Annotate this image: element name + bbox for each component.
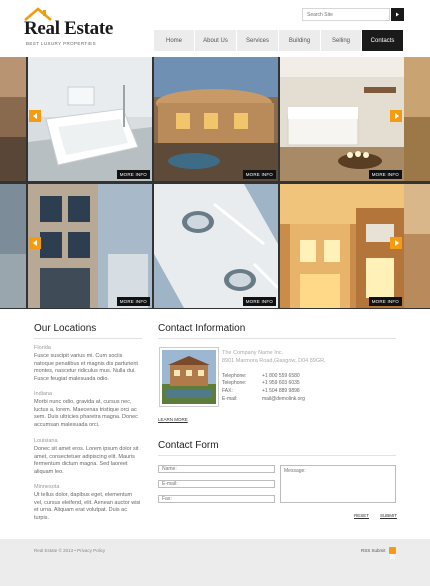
location-text: Ut tellus dolor, dapibus eget, elementum vel, cursus eleifend, elit. Aenean auctor wisi et urna. Aliquam erat volutpat. Duis ac turpis. xyxy=(34,492,141,521)
message-field[interactable] xyxy=(280,465,396,503)
gallery-tile-modern-facade[interactable] xyxy=(28,184,152,308)
office-photo xyxy=(159,347,219,407)
nav-contacts[interactable]: Contacts xyxy=(362,30,404,51)
chevron-left-icon xyxy=(33,113,38,119)
slider-next-button[interactable] xyxy=(390,110,402,122)
reset-button[interactable]: RESET xyxy=(354,513,370,518)
contact-label: E-mail: xyxy=(222,396,238,402)
main-nav xyxy=(154,30,404,51)
location-name[interactable]: Minnesota xyxy=(34,484,60,490)
slider-next-button[interactable] xyxy=(390,237,402,249)
location-text: Donec sit amet eros. Lorem ipsum dolor sit amet, consectetuer adipiscing elit. Mauris fermentum dictum magna. Sed laoreet aliquam leo. xyxy=(34,446,139,475)
gallery-edge-left-top xyxy=(0,57,26,181)
email-field[interactable] xyxy=(158,480,275,488)
nav-selling[interactable]: Selling xyxy=(321,30,362,51)
more-info-button[interactable]: MORE INFO xyxy=(243,297,276,306)
submit-button[interactable]: SUBMIT xyxy=(380,513,398,518)
contact-value: +1 959 603 6035 xyxy=(262,380,300,386)
more-info-button[interactable]: MORE INFO xyxy=(369,297,402,306)
contact-info-title: Contact Information xyxy=(158,323,246,334)
logo[interactable] xyxy=(24,6,134,50)
location-text: Fusce suscipit varius mi. Cum sociis natoque penatibus et magnis dis parturient montes, nascetur ridiculus mus. Nulla dui. Fusce feugiat malesuada odio. xyxy=(34,353,138,382)
header xyxy=(0,0,430,56)
location-name[interactable]: Louisiana xyxy=(34,438,58,444)
search-input[interactable] xyxy=(302,8,390,21)
copyright-text: Real Estate © 2013 • Privacy Policy xyxy=(34,548,106,553)
gallery-edge-right-top xyxy=(404,57,430,181)
nav-about-us[interactable]: About Us xyxy=(195,30,237,51)
name-field[interactable] xyxy=(158,465,275,473)
more-info-button[interactable]: MORE INFO xyxy=(117,297,150,306)
location-item xyxy=(34,484,142,522)
nav-building[interactable]: Building xyxy=(279,30,321,51)
company-name: The Company Name Inc. xyxy=(222,350,284,356)
chevron-left-icon xyxy=(33,240,38,246)
gallery-tile-bathroom[interactable] xyxy=(28,57,152,181)
location-item xyxy=(34,345,142,383)
location-item xyxy=(34,438,142,476)
company-address: 8901 Marmora Road,Glasgow, D04 89GR. xyxy=(222,357,326,364)
company-block xyxy=(222,350,326,365)
contact-row xyxy=(222,388,300,394)
locations-title: Our Locations xyxy=(34,323,97,334)
learn-more-link[interactable]: LEARN MORE xyxy=(158,417,188,422)
contact-value: +1 800 559 6580 xyxy=(262,373,300,379)
more-info-button[interactable]: MORE INFO xyxy=(243,170,276,179)
rss-icon[interactable] xyxy=(389,547,396,554)
location-item xyxy=(34,391,142,429)
contact-value: +1 504 889 9898 xyxy=(262,388,300,394)
divider xyxy=(34,338,142,339)
nav-home[interactable]: Home xyxy=(154,30,195,51)
contact-label: FAX: xyxy=(222,388,233,394)
contact-row xyxy=(222,373,300,379)
divider xyxy=(158,455,396,456)
gallery-tile-villa-evening[interactable] xyxy=(280,184,404,308)
logo-text: Real Estate xyxy=(24,18,114,39)
slider-prev-button[interactable] xyxy=(29,237,41,249)
location-name[interactable]: Florida xyxy=(34,345,51,351)
contact-label: Telephone: xyxy=(222,380,247,386)
footer xyxy=(0,539,430,586)
fax-field[interactable] xyxy=(158,495,275,503)
gallery-tile-balconies[interactable] xyxy=(154,184,278,308)
contact-form-title: Contact Form xyxy=(158,440,219,451)
chevron-right-icon xyxy=(394,113,399,119)
logo-tagline: BEST LUXURY PROPERTIES xyxy=(26,41,96,46)
gallery-edge-left-bottom xyxy=(0,184,26,308)
contact-row xyxy=(222,396,305,402)
arrow-right-icon xyxy=(395,12,400,17)
location-text: Morbi nunc odio, gravida at, cursus nec, luctus a, lorem. Maecenas tristique orci ac sem. Duis ultricies pharetra magna. Donec accumsan malesuada orci. xyxy=(34,399,138,428)
more-info-button[interactable]: MORE INFO xyxy=(369,170,402,179)
nav-services[interactable]: Services xyxy=(237,30,279,51)
chevron-right-icon xyxy=(394,240,399,246)
more-info-button[interactable]: MORE INFO xyxy=(117,170,150,179)
contact-label: Telephone: xyxy=(222,373,247,379)
email-link[interactable]: mail@demolink.org xyxy=(262,396,305,402)
gallery-edge-right-bottom xyxy=(404,184,430,308)
location-name[interactable]: Indiana xyxy=(34,391,53,397)
gallery-tile-adobe-house[interactable] xyxy=(154,57,278,181)
search-button[interactable] xyxy=(391,8,404,21)
divider xyxy=(158,338,396,339)
contact-row xyxy=(222,380,300,386)
gallery-tile-living-room[interactable] xyxy=(280,57,404,181)
rss-link[interactable]: RSS Submit xyxy=(361,548,386,553)
property-gallery xyxy=(0,57,430,309)
slider-prev-button[interactable] xyxy=(29,110,41,122)
